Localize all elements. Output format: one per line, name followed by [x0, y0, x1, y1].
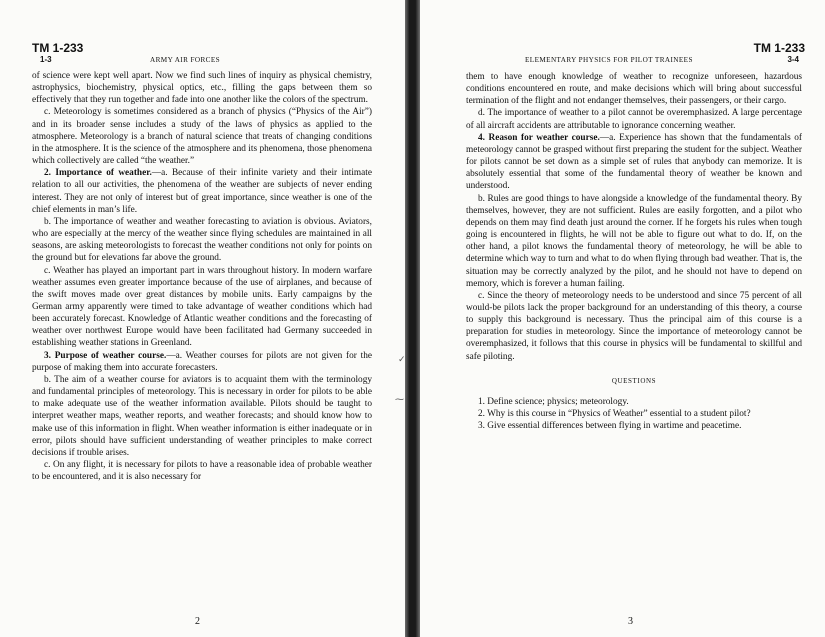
tm-number: TM 1-233 [753, 41, 805, 55]
tm-number: TM 1-233 [32, 41, 84, 55]
paragraph [466, 132, 802, 193]
paragraph-text: c. Meteorology is sometimes considered as a branch of physics (“Physics of the Air”) and in its broader sense includes a study of the laws of physics as applied to the atmosphere. Meteorology is a branch of natural science that treats of changing conditions in the atmosphere. It is the science of the atmosphere and its phenomena, those phenomena which collectively are called “the weather.” [32, 107, 372, 167]
section-range: 3-4 [787, 55, 799, 64]
page-body [466, 71, 802, 432]
paragraph [32, 265, 372, 350]
paragraph [466, 71, 802, 107]
running-head: ELEMENTARY PHYSICS FOR PILOT TRAINEES [525, 56, 693, 64]
page-number: 2 [195, 616, 200, 627]
page-body [32, 70, 372, 483]
section-heading: 2. Importance of weather. [44, 168, 152, 179]
paragraph [466, 290, 802, 363]
paragraph [32, 350, 372, 374]
margin-marks: ✓ ⁓ [395, 354, 406, 404]
paragraph-text: b. The aim of a weather course for aviators is to acquaint them with the terminology and fundamental principles of meteorology. This is necessary in order for pilots to be able to make adequate use of the weather information available. Pilots should be taught to interpret weather maps, weather reports, and weather forecasts; and should know how to make use of this information in flight. When weather information is either inadequate or in error, pilots should have sufficient understanding of weather principles to make correct decisions if trouble arises. [32, 374, 372, 458]
paragraph-text: them to have enough knowledge of weather to recognize unforeseen, hazardous conditions encountered en route, and make decisions which will bring about successful termination of the flight and not endanger themselves, their passengers, or their cargo. [466, 72, 802, 107]
paragraph [32, 106, 372, 167]
question-item: 2. Why is this course in “Physics of Weather” essential to a student pilot? [478, 409, 751, 420]
running-head: ARMY AIR FORCES [150, 56, 221, 64]
section-heading: 4. Reason for weather course. [478, 132, 600, 143]
book-gutter [405, 0, 420, 637]
paragraph-text: —a. Weather courses for pilots are not given for the purpose of making them into accurate forecasters. [32, 350, 372, 373]
paragraph-text: c. Since the theory of meteorology needs to be understood and since 75 percent of all would-be pilots lack the proper background for an understanding of this theory, a course to supply this background is necessary. Thus the principal aim of this course is a preparation for studies in meteorology. Since the importance of meteorology cannot be overemphasized, it follows that this course in physics will be fundamental to skillful and safe piloting. [466, 290, 802, 362]
question-item: 1. Define science; physics; meteorology. [478, 396, 629, 407]
paragraph [466, 107, 802, 131]
paragraph [466, 193, 802, 290]
paragraph [32, 459, 372, 483]
paragraph-text: b. Rules are good things to have alongside a knowledge of the fundamental theory. By themselves, however, they are not sufficient. Rules are easily forgotten, and a pilot who depends on them may find death just around the corner. If he forgets his rules when tough going is encountered in flights, he will not be able to figure out what to do. If, on the other hand, a pilot knows the fundamental theory of meteorology, he will be able to determine which way to turn and what to do when flying through bad weather. That is, the situation may be correctly analyzed by the pilot, and he should not have to depend on memory, which is forever a human failing. [466, 193, 802, 289]
paragraph [32, 216, 372, 265]
questions-heading: QUESTIONS [611, 376, 657, 385]
paragraph-text: of science were kept well apart. Now we find such lines of inquiry as physical chemistry, astrophysics, biochemistry, physical optics, etc., filling the gaps between them so effectively that they run together and fade into one another like the colors of the spectrum. [32, 71, 372, 106]
left-page [0, 0, 405, 637]
paragraph [32, 374, 372, 459]
paragraph [32, 167, 372, 216]
paragraph-text: —a. Experience has shown that the fundamentals of meteorology cannot be grasped without first preparing the student for the subject. Weather for pilots cannot be set down as a simple set of rules that anybody can memorize. It is absolutely essential that some of the fundamental theory of weather be known and understood. [466, 132, 803, 192]
paragraph-text: b. The importance of weather and weather forecasting to aviation is obvious. Aviators, who are especially at the mercy of the weather since flying schedules are maintained in all seasons, are asking meteorologists to forecast the weather conditions not only for points on the ground but for elevations far above the ground. [32, 216, 372, 264]
paragraph-text: d. The importance of weather to a pilot cannot be overemphasized. A large percentage of all aircraft accidents are attributable to ignorance concerning weather. [466, 108, 802, 131]
question-item: 3. Give essential differences between flying in wartime and peacetime. [478, 421, 742, 432]
section-heading: 3. Purpose of weather course. [44, 350, 167, 361]
paragraph-text: c. On any flight, it is necessary for pilots to have a reasonable idea of probable weather to be encountered, and it is also necessary for [32, 460, 372, 483]
right-page [420, 0, 825, 637]
paragraph-text: —a. Because of their infinite variety and their intimate relation to all our activities, the phenomena of the weather are subjects of never ending interest. They are not only of interest but of great importance, since weather is one of the chief elements in man’s life. [32, 168, 372, 215]
page-number: 3 [628, 616, 633, 627]
paragraph [32, 70, 372, 106]
section-range: 1-3 [40, 55, 52, 64]
paragraph-text: c. Weather has played an important part in wars throughout history. In modern warfare weather assumes even greater importance because of the use of airplanes, and because of the swift moves made over great distances by mobile units. Early campaigns by the German army apparently were timed to take advantage of weather conditions which had been accurately forecast. Knowledge of Atlantic weather conditions and the forecasting of weather over northwest Europe would have been facilitated had Germany succeeded in establishing weather stations in Greenland. [32, 265, 372, 349]
